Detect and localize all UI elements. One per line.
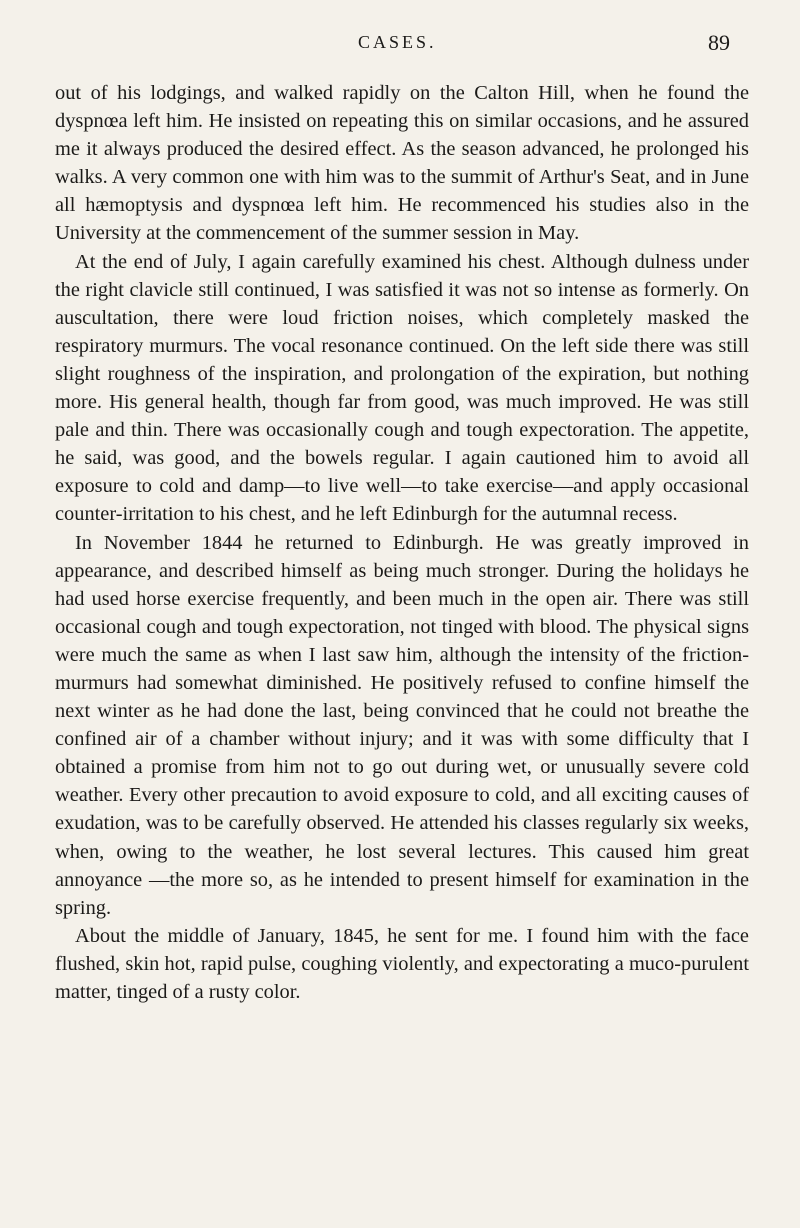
running-title: CASES. <box>358 32 437 52</box>
paragraph-continued: out of his lodgings, and walked rapidly on the Calton Hill, when he found the dyspnœa left him. He insisted on repeating this on similar occasions, and he assured me it always produced the desired effect. As the season advanced, he prolonged his walks. A very common one with him was to the summit of Arthur's Seat, and in June all hæmoptysis and dyspnœa left him. He recommenced his studies also in the University at the commencement of the summer session in May. <box>55 82 749 245</box>
running-head <box>0 32 800 62</box>
paragraph-july-examination: At the end of July, I again carefully examined his chest. Although dulness under the right clavicle still continued, I was satisfied it was not so intense as formerly. On auscultation, there were loud friction noises, which completely masked the respiratory murmurs. The vocal resonance continued. On the left side there was still slight roughness of the inspiration, and prolongation of the expiration, but nothing more. His general health, though far from good, was much improved. He was still pale and thin. There was occasionally cough and tough expectoration. The appetite, he said, was good, and the bowels regular. I again cautioned him to avoid all exposure to cold and damp—to live well—to take exercise—and apply occasional counter-irritation to his chest, and he left Edinburgh for the autumnal recess. <box>55 250 749 526</box>
paragraph-january-visit: About the middle of January, 1845, he sent for me. I found him with the face flushed, skin hot, rapid pulse, coughing violently, and expectorating a muco-purulent matter, tinged of a rusty color. <box>55 924 749 1003</box>
body-text <box>55 79 749 1006</box>
page-number: 89 <box>708 30 730 55</box>
paragraph-november-return: In November 1844 he returned to Edinburgh. He was greatly improved in appearance, and described himself as being much stronger. During the holidays he had used horse exercise frequently, and been much in the open air. There was still occasional cough and tough expectoration, not tinged with blood. The physical signs were much the same as when I last saw him, although the intensity of the friction-murmurs had somewhat diminished. He positively refused to confine himself the next winter as he had done the last, being convinced that he could not breathe the confined air of a chamber without injury; and it was with some difficulty that I obtained a promise from him not to go out during wet, or unusually severe cold weather. Every other precaution to avoid exposure to cold, and all exciting causes of exudation, was to be carefully observed. He attended his classes regularly six weeks, when, owing to the weather, he lost several lectures. This caused him great annoyance —the more so, as he intended to present himself for examination in the spring. <box>55 531 749 919</box>
